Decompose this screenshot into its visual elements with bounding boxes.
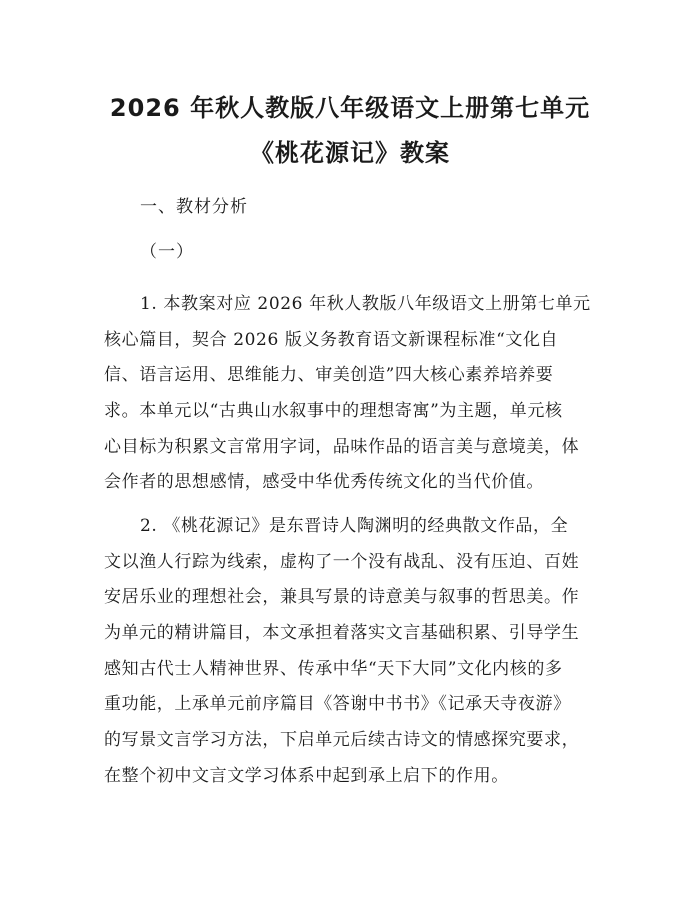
paragraph-line: 会作者的思想感情，感受中华优秀传统文化的当代价值。 bbox=[104, 472, 544, 493]
paragraph-2 bbox=[104, 509, 604, 795]
paragraph-line: 在整个初中文言文学习体系中起到承上启下的作用。 bbox=[104, 765, 509, 786]
paragraph-line: 求。本单元以“古典山水叙事中的理想寄寓”为主题，单元核 bbox=[104, 401, 563, 422]
paragraph-line: 2. 《桃花源记》是东晋诗人陶渊明的经典散文作品，全 bbox=[140, 516, 569, 536]
paragraph-line: 的写景文言学习方法，下启单元后续古诗文的情感探究要求， bbox=[104, 730, 580, 751]
document-title-line-2: 《桃花源记》教案 bbox=[250, 139, 450, 167]
paragraph-1 bbox=[104, 287, 604, 501]
paragraph-line: 安居乐业的理想社会，兼具写景的诗意美与叙事的哲思美。作 bbox=[104, 587, 580, 608]
subsection-heading: （一） bbox=[140, 242, 194, 262]
paragraph-line: 感知古代士人精神世界、传承中华“天下大同”文化内核的多 bbox=[104, 658, 563, 679]
paragraph-line: 核心篇目，契合 2026 版义务教育语文新课程标准“文化自 bbox=[104, 329, 559, 350]
paragraph-line: 重功能，上承单元前序篇目《答谢中书书》《记承天寺夜游》 bbox=[104, 694, 571, 715]
document-title-line-1: 2026 年秋人教版八年级语文上册第七单元 bbox=[109, 94, 591, 122]
paragraph-line: 信、语言运用、思维能力、审美创造”四大核心素养培养要 bbox=[104, 365, 554, 386]
paragraph-line: 心目标为积累文言常用字词，品味作品的语言美与意境美，体 bbox=[104, 436, 580, 457]
paragraph-line: 文以渔人行踪为线索，虚构了一个没有战乱、没有压迫、百姓 bbox=[104, 551, 580, 572]
paragraph-line: 1. 本教案对应 2026 年秋人教版八年级语文上册第七单元 bbox=[140, 294, 591, 314]
paragraph-line: 为单元的精讲篇目，本文承担着落实文言基础积累、引导学生 bbox=[104, 623, 580, 644]
section-heading: 一、教材分析 bbox=[140, 197, 248, 217]
